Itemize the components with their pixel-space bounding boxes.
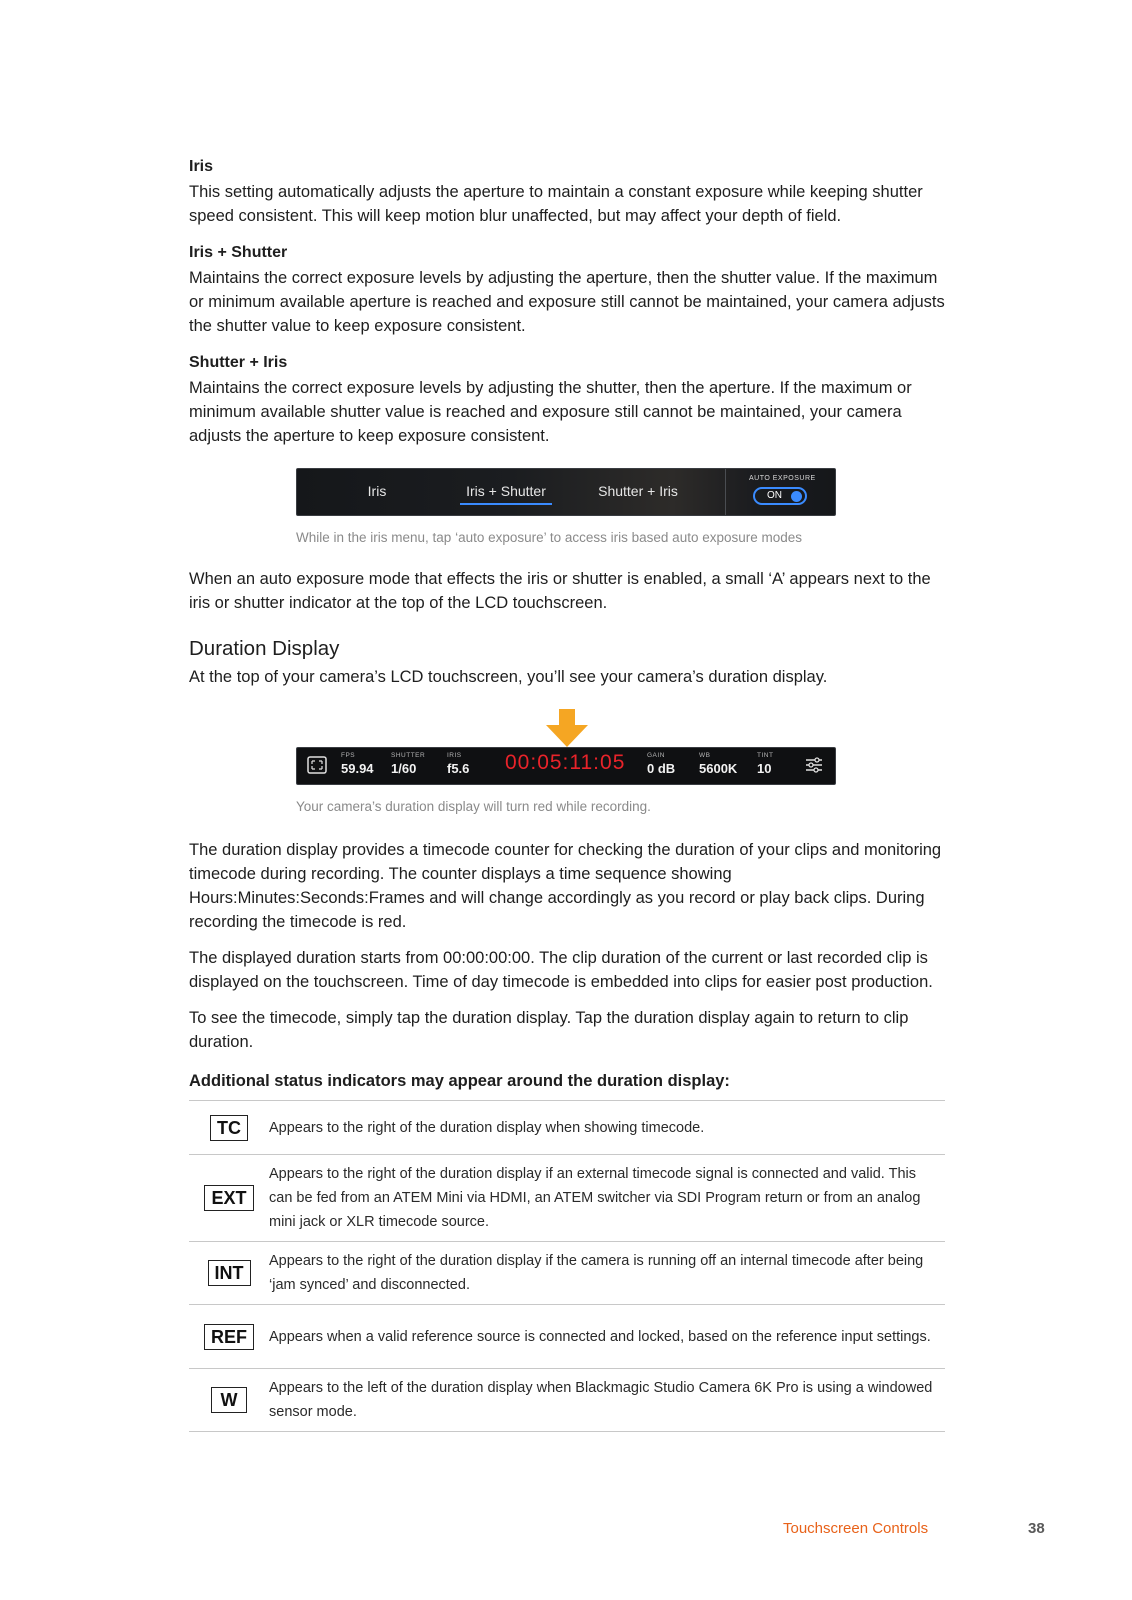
indicators-heading: Additional status indicators may appear around the duration display: <box>189 1072 730 1090</box>
page-number: 38 <box>1028 1520 1045 1537</box>
iris-label: IRIS <box>447 752 462 759</box>
ae-option-iris-shutter[interactable]: Iris + Shutter <box>460 483 552 505</box>
frame-guides-icon[interactable] <box>307 756 327 774</box>
duration-paragraph-3: To see the timecode, simply tap the duration display. Tap the duration display again to return to clip duration. <box>189 1009 909 1051</box>
shutter-iris-heading: Shutter + Iris <box>189 354 288 371</box>
auto-exposure-toggle[interactable] <box>753 487 807 505</box>
fps-value: 59.94 <box>341 761 374 776</box>
w-description: Appears to the left of the duration display when Blackmagic Studio Camera 6K Pro is using a windowed sensor mode. <box>269 1380 933 1420</box>
ref-description: Appears when a valid reference source is connected and locked, based on the reference input settings. <box>269 1328 931 1345</box>
wb-label: WB <box>699 752 711 759</box>
indicator-row-w <box>189 1369 945 1432</box>
duration-display-caption: Your camera’s duration display will turn red while recording. <box>296 799 651 814</box>
fps-label: FPS <box>341 752 356 759</box>
wb-indicator[interactable] <box>699 751 737 777</box>
gain-label: GAIN <box>647 752 665 759</box>
ext-badge: EXT <box>204 1185 253 1211</box>
tint-label: TINT <box>757 752 774 759</box>
ext-description: Appears to the right of the duration display if an external timecode signal is connected and valid. This can be fed from an ATEM Mini via HDMI, an ATEM switcher via SDI Program return or from an analog mini jack or XLR timecode source. <box>269 1166 921 1230</box>
duration-display-screenshot <box>296 709 836 785</box>
iris-shutter-heading: Iris + Shutter <box>189 244 288 261</box>
iris-heading: Iris <box>189 158 214 175</box>
auto-exposure-note: When an auto exposure mode that effects the iris or shutter is enabled, a small ‘A’ appears next to the iris or shutter indicator at the top of the LCD touchscreen. <box>189 570 931 612</box>
status-indicators-table <box>189 1100 945 1432</box>
wb-value: 5600K <box>699 761 738 776</box>
duration-display-heading: Duration Display <box>189 637 340 660</box>
indicator-row-ext <box>189 1155 945 1242</box>
iris-body: This setting automatically adjusts the aperture to maintain a constant exposure while keeping shutter speed consistent. This will keep motion blur unaffected, but may affect your depth of field. <box>189 183 923 225</box>
page-content <box>189 156 945 1432</box>
indicator-row-tc <box>189 1101 945 1155</box>
tint-indicator[interactable] <box>757 751 773 777</box>
iris-value: f5.6 <box>447 761 470 776</box>
settings-sliders-icon[interactable] <box>805 756 823 774</box>
indicator-row-int <box>189 1242 945 1305</box>
auto-exposure-label: AUTO EXPOSURE <box>749 475 816 482</box>
duration-paragraph-2: The displayed duration starts from 00:00:00:00. The clip duration of the current or last recorded clip is displayed on the touchscreen. Time of day timecode is embedded into clips for easier post production. <box>189 949 933 991</box>
int-badge: INT <box>208 1260 251 1286</box>
shutter-value: 1/60 <box>391 761 417 776</box>
indicator-row-ref <box>189 1305 945 1369</box>
duration-display-intro: At the top of your camera’s LCD touchscreen, you’ll see your camera’s duration display. <box>189 668 828 686</box>
fps-indicator[interactable] <box>341 751 374 777</box>
w-badge: W <box>211 1387 247 1413</box>
shutter-indicator[interactable] <box>391 751 425 777</box>
auto-exposure-caption: While in the iris menu, tap ‘auto exposure’ to access iris based auto exposure modes <box>296 530 803 545</box>
duration-paragraph-1: The duration display provides a timecode counter for checking the duration of your clips and monitoring timecode during recording. The counter displays a time sequence showing Hours:Minutes:Seconds:Frames and will change accordingly as you record or play back clips. During recording the timecode is red. <box>189 841 942 931</box>
gain-value: 0 dB <box>647 761 676 776</box>
shutter-iris-body: Maintains the correct exposure levels by adjusting the shutter, then the aperture. If the maximum or minimum available shutter value is reached and exposure still cannot be maintained, your camera adjusts the aperture to keep exposure consistent. <box>189 379 912 445</box>
ref-badge: REF <box>204 1324 254 1350</box>
ae-divider <box>725 469 726 515</box>
iris-indicator[interactable] <box>447 751 469 777</box>
int-description: Appears to the right of the duration display if the camera is running off an internal timecode after being ‘jam synced’ and disconnected. <box>269 1253 924 1293</box>
down-arrow-icon <box>544 709 590 749</box>
auto-exposure-menu-screenshot <box>296 468 836 516</box>
shutter-label: SHUTTER <box>391 752 426 759</box>
tc-badge: TC <box>210 1115 248 1141</box>
ae-option-iris[interactable]: Iris <box>367 483 387 499</box>
toggle-state-text: ON <box>767 490 782 501</box>
iris-shutter-body: Maintains the correct exposure levels by adjusting the aperture, then the shutter value. If the maximum or minimum available aperture is reached and exposure still cannot be maintained, your camera adjusts the shutter value to keep exposure consistent. <box>189 269 945 335</box>
footer-section-title: Touchscreen Controls <box>783 1520 929 1537</box>
ae-option-shutter-iris[interactable]: Shutter + Iris <box>598 483 678 499</box>
gain-indicator[interactable] <box>647 751 675 777</box>
tc-description: Appears to the right of the duration display when showing timecode. <box>269 1119 705 1136</box>
toggle-knob <box>791 491 802 502</box>
tint-value: 10 <box>757 761 772 776</box>
duration-timecode[interactable]: 00:05:11:05 <box>505 751 626 774</box>
camera-status-bar <box>296 747 836 785</box>
